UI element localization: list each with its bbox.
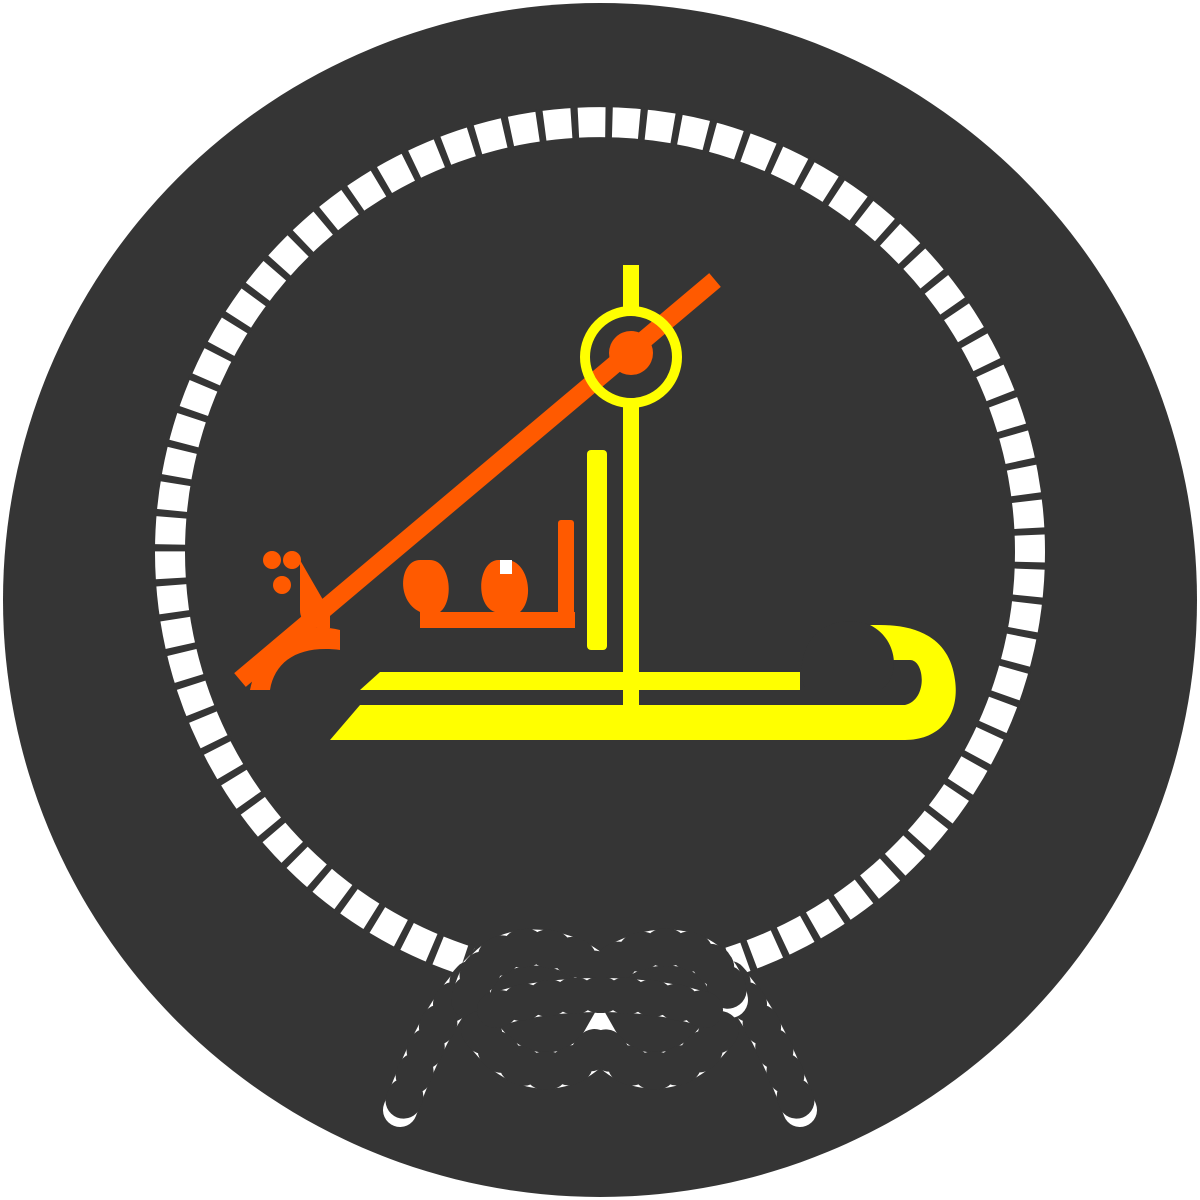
center-dot <box>609 331 653 375</box>
